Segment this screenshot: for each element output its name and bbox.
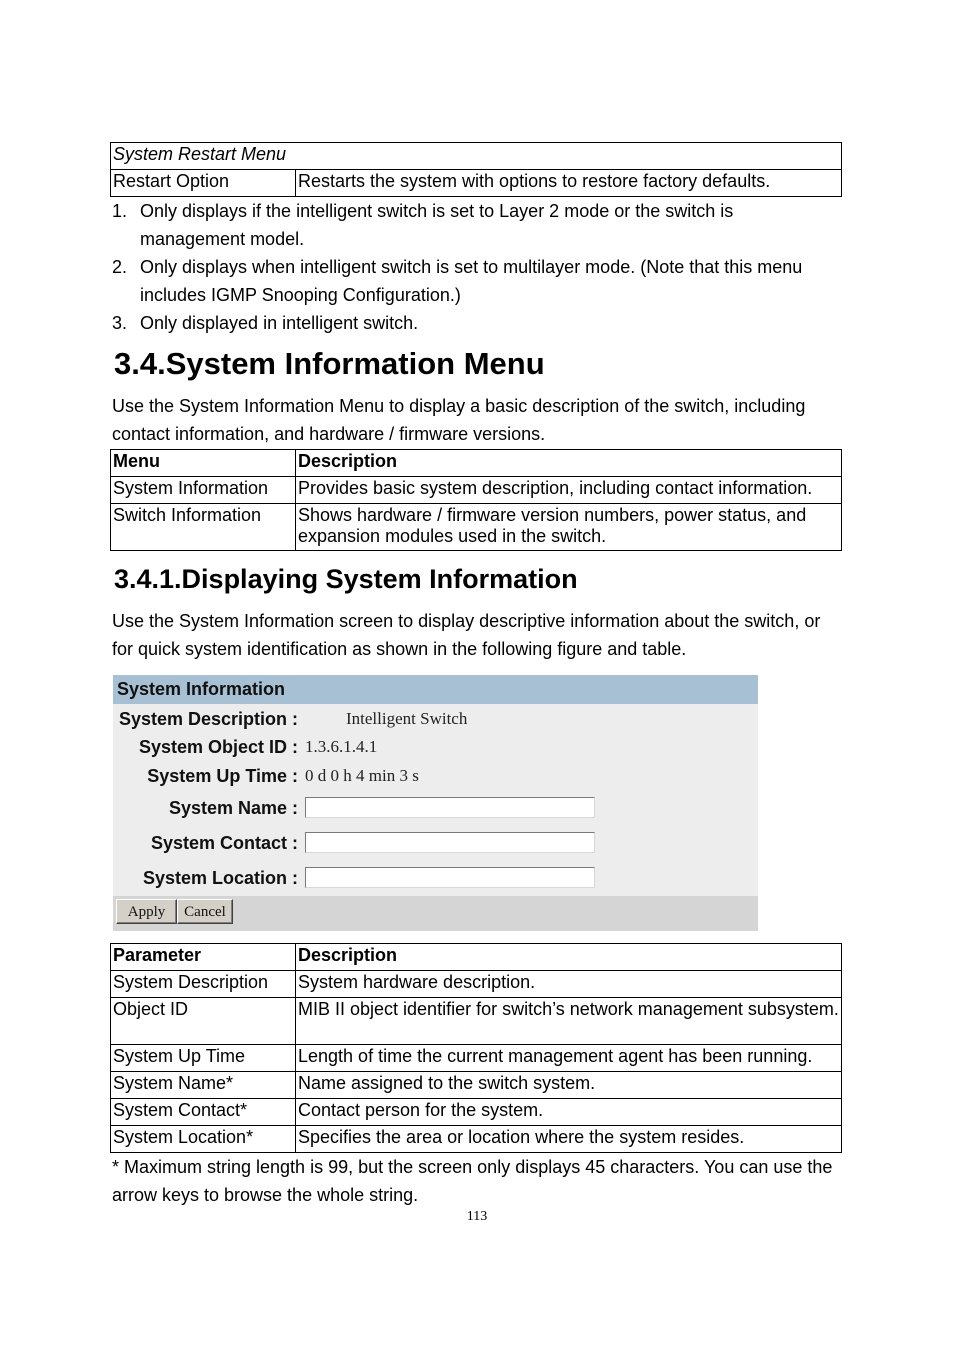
restart-option-cell: Restart Option bbox=[111, 170, 296, 197]
uptime-row bbox=[113, 761, 758, 791]
table-cell: System Description bbox=[111, 971, 296, 998]
cancel-button[interactable]: Cancel bbox=[177, 899, 233, 924]
table-cell: System Contact* bbox=[111, 1099, 296, 1126]
notes-list bbox=[112, 197, 842, 337]
object-id-label: System Object ID : bbox=[138, 737, 298, 757]
page-number: 113 bbox=[466, 1209, 488, 1224]
table-cell: System hardware description. bbox=[296, 971, 842, 998]
list-item: 2. Only displays when intelligent switch is set to multilayer mode. (Note that this menu includes IGMP Snooping Configuration.) bbox=[112, 257, 803, 305]
list-item: 1. Only displays if the intelligent switch is set to Layer 2 mode or the switch is management model. bbox=[112, 201, 734, 249]
table-cell: System Name* bbox=[111, 1072, 296, 1099]
restart-menu-table bbox=[110, 142, 842, 197]
table-cell: System Location* bbox=[111, 1126, 296, 1153]
restart-table-title: System Restart Menu bbox=[111, 143, 842, 170]
system-contact-input[interactable] bbox=[305, 832, 595, 853]
table-cell: Name assigned to the switch system. bbox=[296, 1072, 842, 1099]
button-bar bbox=[113, 896, 758, 931]
list-item: 3. Only displayed in intelligent switch. bbox=[112, 313, 419, 333]
footnote: * Maximum string length is 99, but the screen only displays 45 characters. You can use the arrow keys to browse the whole string. bbox=[112, 1157, 833, 1205]
table-cell: Specifies the area or location where the system resides. bbox=[296, 1126, 842, 1153]
subsection-heading: 3.4.1.Displaying System Information bbox=[114, 564, 578, 594]
section-intro: Use the System Information Menu to display a basic description of the switch, including contact information, and hardware / firmware versions. bbox=[112, 396, 806, 444]
name-label: System Name : bbox=[168, 798, 298, 818]
table-cell: Contact person for the system. bbox=[296, 1099, 842, 1126]
description-label: System Description : bbox=[118, 709, 298, 729]
parameter-col-header: Parameter bbox=[111, 944, 296, 971]
restart-option-desc: Restarts the system with options to restore factory defaults. bbox=[296, 170, 842, 197]
location-label: System Location : bbox=[142, 868, 298, 888]
table-cell: System Up Time bbox=[111, 1045, 296, 1072]
contact-row bbox=[113, 828, 758, 858]
object-id-value: 1.3.6.1.4.1 bbox=[305, 737, 378, 756]
object-id-row bbox=[113, 732, 758, 762]
uptime-label: System Up Time : bbox=[147, 766, 298, 786]
table-cell: Length of time the current management agent has been running. bbox=[296, 1045, 842, 1072]
table-cell: System Information bbox=[111, 477, 296, 504]
apply-button[interactable]: Apply bbox=[116, 899, 177, 924]
menu-table bbox=[110, 449, 842, 551]
section-heading: 3.4.System Information Menu bbox=[114, 346, 545, 381]
parameter-table bbox=[110, 943, 842, 1153]
table-cell: Switch Information bbox=[111, 504, 296, 551]
uptime-value: 0 d 0 h 4 min 3 s bbox=[305, 766, 419, 785]
location-row bbox=[113, 863, 758, 893]
system-name-input[interactable] bbox=[305, 797, 595, 818]
system-location-input[interactable] bbox=[305, 867, 595, 888]
table-cell: MIB II object identifier for switch’s network management subsystem. bbox=[296, 998, 842, 1045]
table-cell: Provides basic system description, including contact information. bbox=[296, 477, 842, 504]
table-cell: Object ID bbox=[111, 998, 296, 1045]
table-cell: Shows hardware / firmware version numbers, power status, and expansion modules used in the switch. bbox=[296, 504, 842, 551]
panel-title: System Information bbox=[113, 675, 758, 704]
name-row bbox=[113, 793, 758, 823]
description-col-header: Description bbox=[296, 944, 842, 971]
description-row bbox=[113, 704, 758, 734]
description-col-header: Description bbox=[296, 450, 842, 477]
subsection-intro: Use the System Information screen to display descriptive information about the switch, or for quick system identification as shown in the following figure and table. bbox=[112, 611, 821, 659]
description-value: Intelligent Switch bbox=[346, 709, 468, 728]
contact-label: System Contact : bbox=[150, 833, 298, 853]
menu-col-header: Menu bbox=[111, 450, 296, 477]
system-information-panel bbox=[113, 675, 758, 931]
